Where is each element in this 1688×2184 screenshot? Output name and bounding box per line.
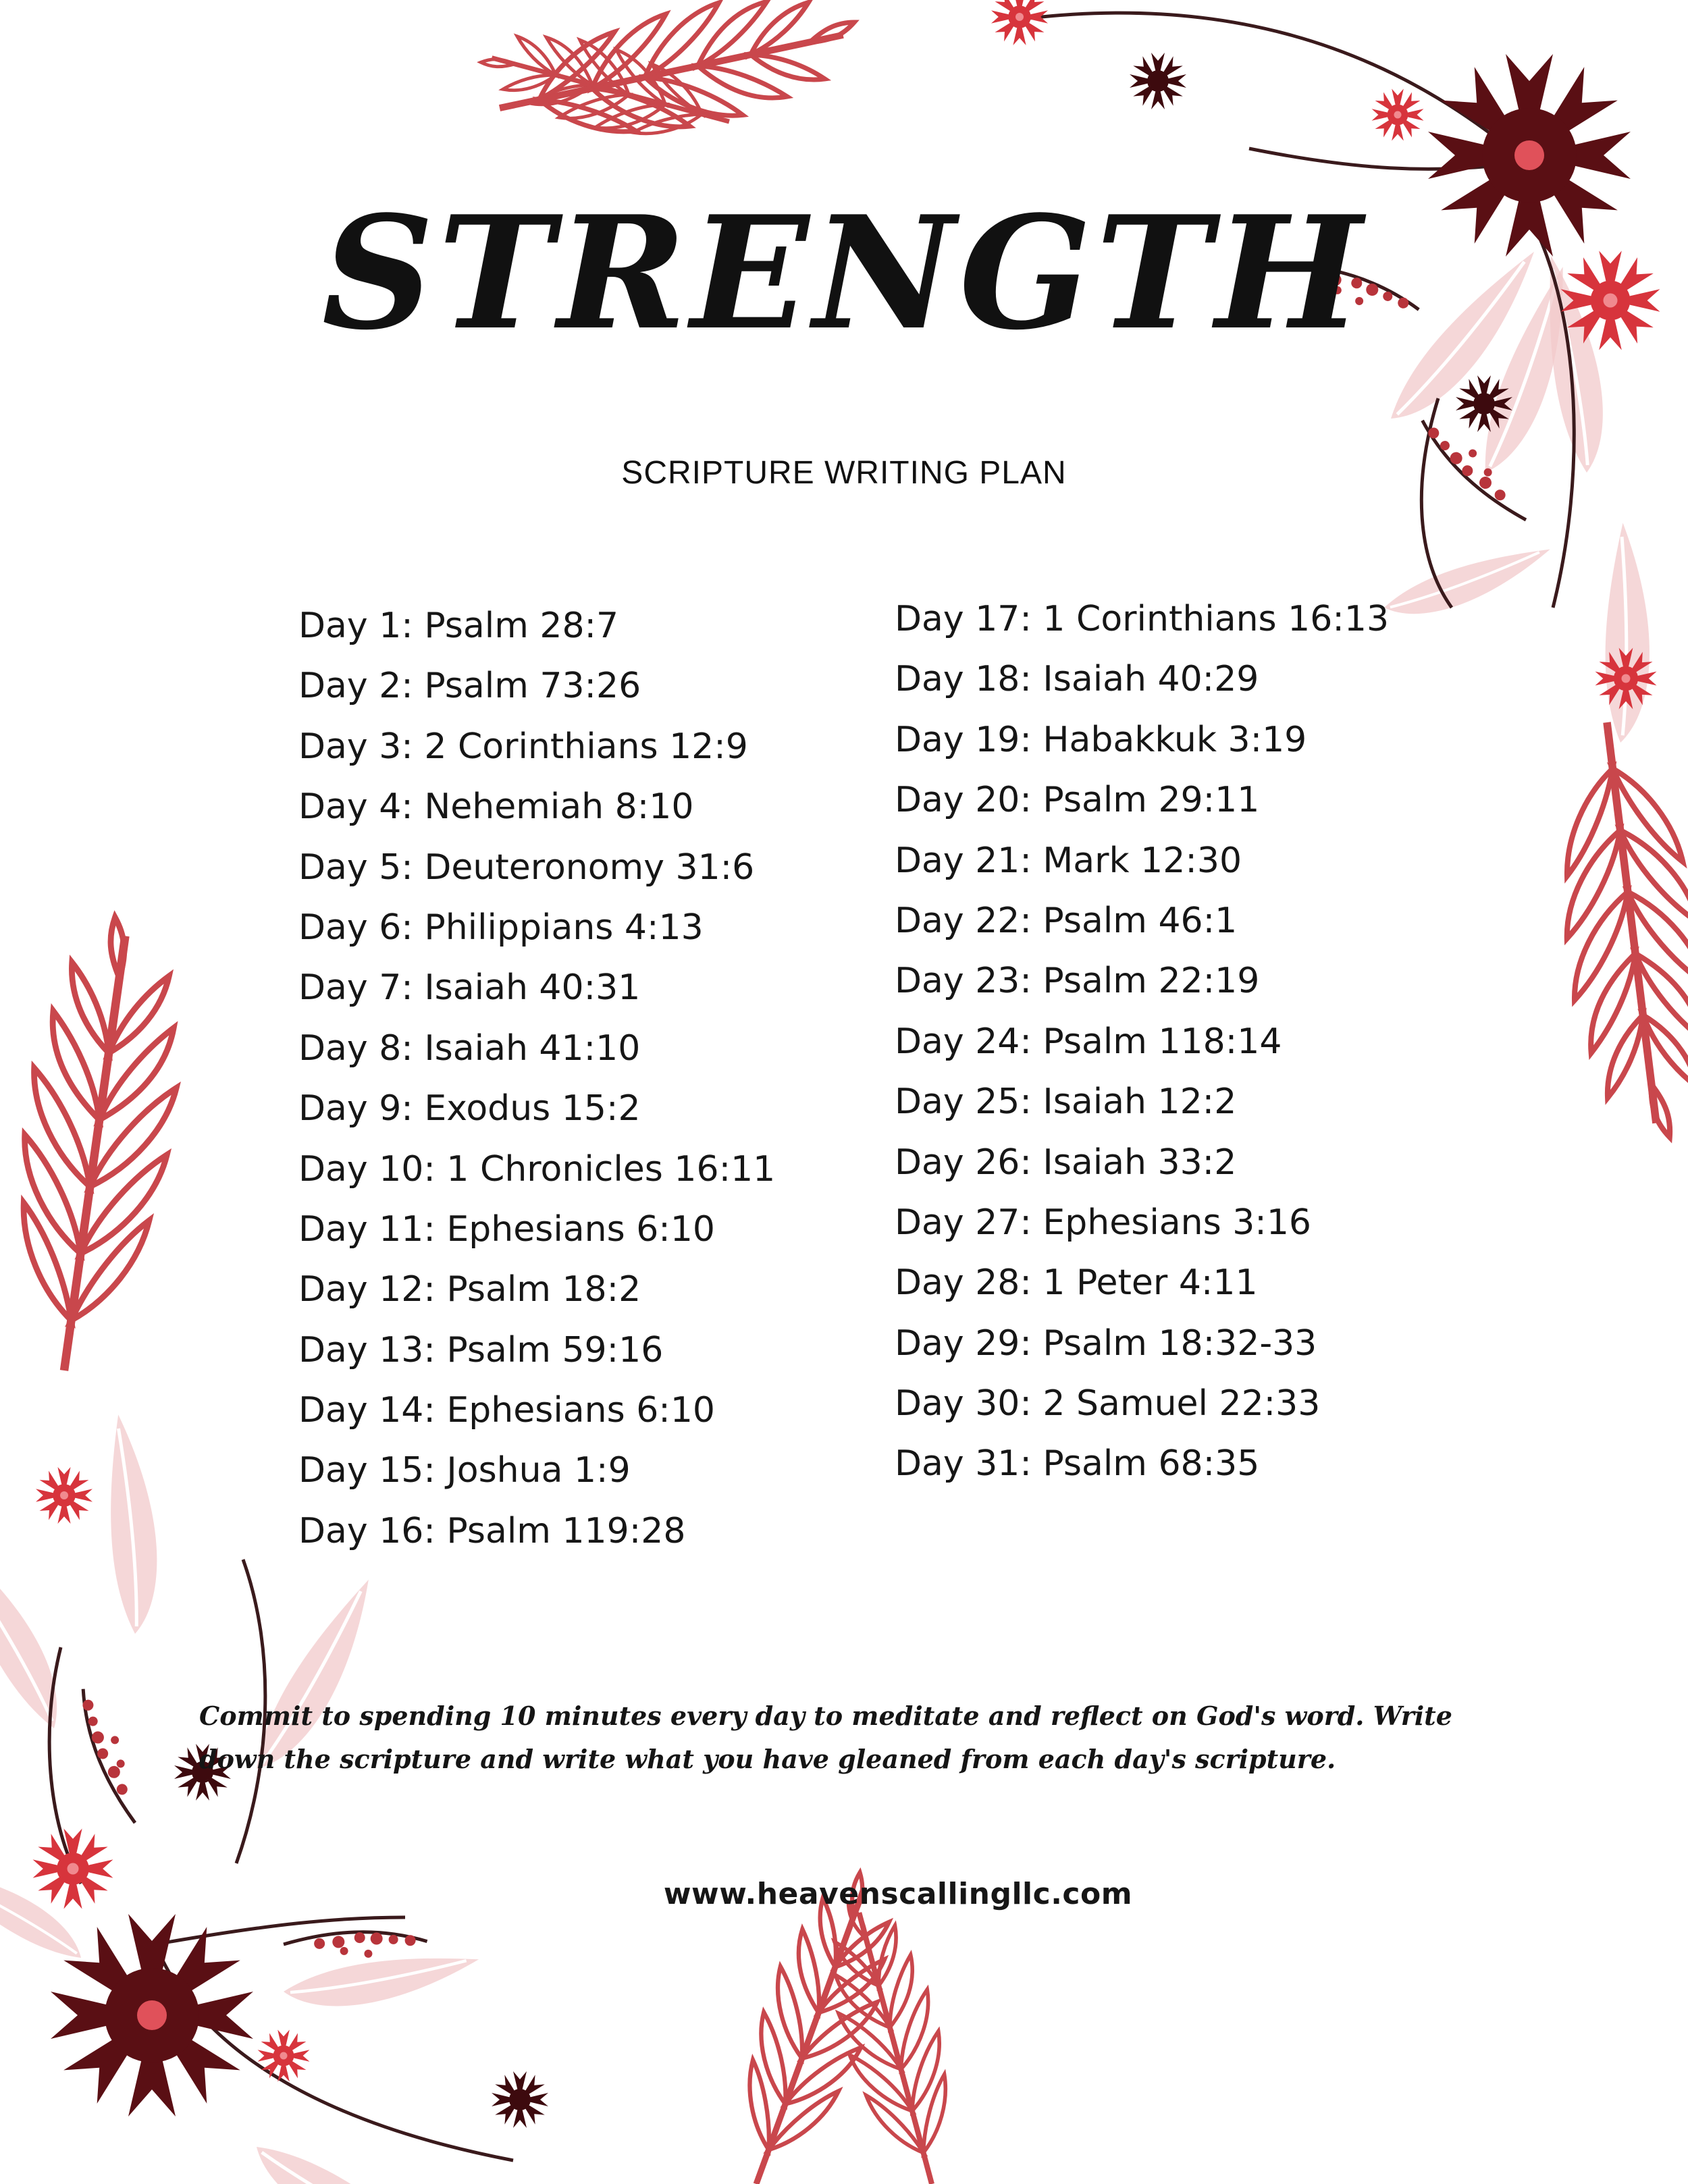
plan-item: Day 2: Psalm 73:26 <box>298 666 641 707</box>
flower-icon <box>991 0 1048 45</box>
plan-item: Day 6: Philippians 4:13 <box>298 907 704 948</box>
plan-item: Day 22: Psalm 46:1 <box>895 900 1238 941</box>
plan-item: Day 18: Isaiah 40:29 <box>895 659 1259 700</box>
plan-item: Day 16: Psalm 119:28 <box>298 1510 686 1551</box>
plan-list-left <box>298 596 775 1562</box>
petal-icon <box>1579 521 1668 743</box>
petal-icon <box>1382 518 1553 641</box>
petal-icon <box>75 1412 182 1634</box>
plan-item: Day 11: Ephesians 6:10 <box>298 1208 715 1250</box>
plan-item: Day 20: Psalm 29:11 <box>895 780 1260 821</box>
page-title: STRENGTH <box>321 182 1367 365</box>
fern-leaf-icon <box>812 1890 976 2184</box>
instruction-note: Commit to spending 10 minutes every day to meditate and reflect on God's word. Write down the scripture and write what you have gleaned from each day's scripture. <box>199 1701 1452 1774</box>
plan-item: Day 12: Psalm 18:2 <box>298 1269 641 1310</box>
plan-item: Day 17: 1 Corinthians 16:13 <box>895 599 1390 639</box>
page-subtitle: SCRIPTURE WRITING PLAN <box>621 455 1067 491</box>
plan-item: Day 9: Exodus 15:2 <box>298 1088 641 1129</box>
plan-item: Day 29: Psalm 18:32-33 <box>895 1323 1317 1364</box>
plan-item: Day 26: Isaiah 33:2 <box>895 1142 1237 1183</box>
plan-item: Day 31: Psalm 68:35 <box>895 1443 1260 1485</box>
plan-item: Day 21: Mark 12:30 <box>895 840 1242 881</box>
flower-icon <box>1130 53 1186 109</box>
plan-item: Day 14: Ephesians 6:10 <box>298 1390 715 1431</box>
plan-item: Day 30: 2 Samuel 22:33 <box>895 1383 1321 1424</box>
petal-icon <box>240 2143 460 2184</box>
plan-item: Day 4: Nehemiah 8:10 <box>298 787 694 828</box>
plan-item: Day 10: 1 Chronicles 16:11 <box>298 1148 776 1190</box>
flower-icon <box>51 1914 253 2116</box>
fern-leaf-icon <box>1541 714 1688 1146</box>
plan-item: Day 24: Psalm 118:14 <box>895 1021 1282 1062</box>
flower-icon <box>258 2030 310 2082</box>
plan-item: Day 27: Ephesians 3:16 <box>895 1202 1311 1243</box>
fern-leaf-icon <box>0 909 199 1381</box>
plan-item: Day 5: Deuteronomy 31:6 <box>298 847 755 888</box>
flower-icon <box>36 1467 93 1524</box>
plan-item: Day 13: Psalm 59:16 <box>298 1329 664 1370</box>
website-link[interactable]: www.heavenscallingllc.com <box>663 1877 1133 1911</box>
plan-list-right <box>895 589 1389 1495</box>
berry-sprig-icon <box>46 1689 172 1823</box>
flower-icon <box>1372 89 1424 141</box>
plan-item: Day 23: Psalm 22:19 <box>895 961 1260 1002</box>
plan-item: Day 28: 1 Peter 4:11 <box>895 1262 1258 1304</box>
plan-item: Day 19: Habakkuk 3:19 <box>895 719 1307 760</box>
plan-item: Day 7: Isaiah 40:31 <box>298 967 641 1009</box>
plan-item: Day 3: 2 Corinthians 12:9 <box>298 726 748 767</box>
plan-item: Day 25: Isaiah 12:2 <box>895 1082 1237 1123</box>
plan-item: Day 8: Isaiah 41:10 <box>298 1028 641 1069</box>
petal-icon <box>0 1532 91 1731</box>
plan-item: Day 1: Psalm 28:7 <box>298 606 619 646</box>
flower-icon <box>492 2071 548 2128</box>
plan-item: Day 15: Joshua 1:9 <box>298 1450 631 1491</box>
